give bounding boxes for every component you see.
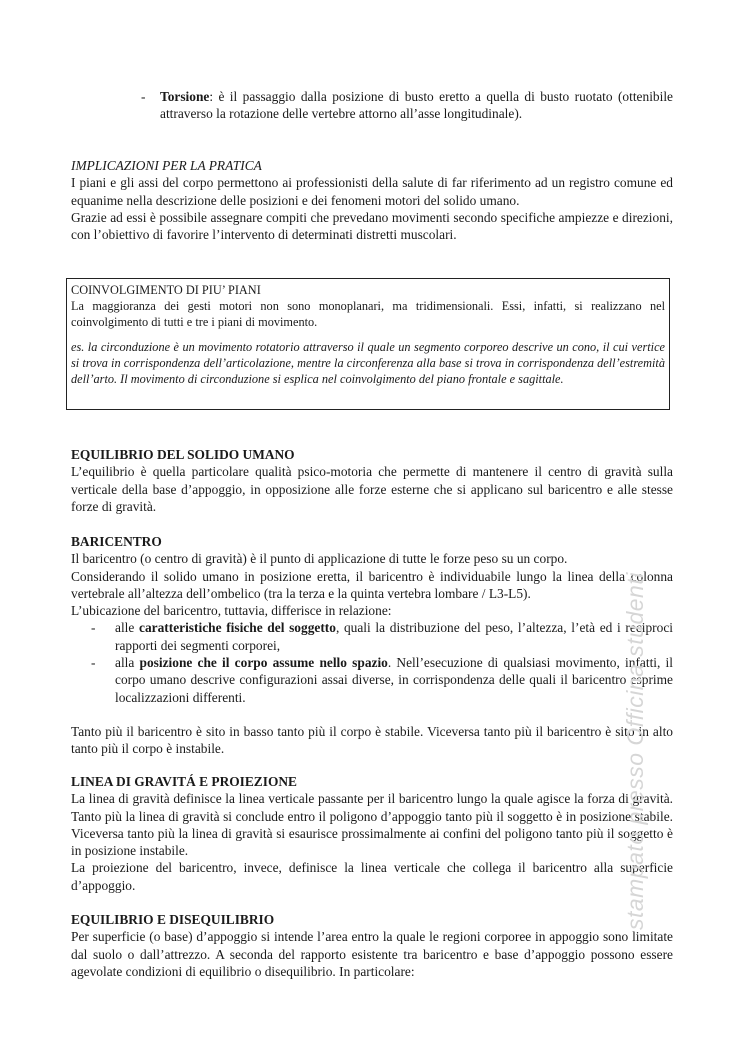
torsione-item <box>71 88 673 123</box>
bullet-dash: - <box>141 89 146 104</box>
baricentro-paragraph-4: Tanto più il baricentro è sito in basso tanto più il corpo è stabile. Viceversa tanto più il baricentro è sito in alto tanto più il corpo è instabile. <box>71 723 673 757</box>
implicazioni-paragraph-2: Grazie ad essi è possibile assegnare compiti che prevedano movimenti secondo specifiche ampiezze e direzioni, con l’obiettivo di favorire l’intervento di determinati distretti muscolari. <box>71 209 673 243</box>
box-heading: COINVOLGIMENTO DI PIU’ PIANI <box>71 283 261 297</box>
box-example: es. la circonduzione è un movimento rotatorio attraverso il quale un segmento corporeo descrive un cono, il cui vertice si trova in corrispondenza dell’articolazione, mentre la circonferenza alla base si trova in corrispondenza dell’estremità dell’arto. Il movimento di circonduzione si esplica nel coinvolgimento del piano frontale e sagittale. <box>71 339 665 387</box>
linea-paragraph-1: La linea di gravità definisce la linea verticale passante per il baricentro lungo la quale agisce la forza di gravità. Tanto più la linea di gravità si conclude entro il poligono d’appoggio tanto più il soggetto è in posizione stabile. Viceversa tanto più la linea di gravità si esaurisce prossimalmente ai confini del poligono tanto più il soggetto è in posizione instabile. <box>71 791 673 859</box>
bullet-dash: - <box>91 655 96 671</box>
disequilibrio-heading: EQUILIBRIO E DISEQUILIBRIO <box>71 912 275 927</box>
box-paragraph: La maggioranza dei gesti motori non sono monoplanari, ma tridimensionali. Essi, infatti, si realizzano nel coinvolgimento di tutti e tre i piani di movimento. <box>71 299 665 330</box>
equilibrio-paragraph: L’equilibrio è quella particolare qualità psico-motoria che permette di mantenere il centro di gravità sulla verticale della base d’appoggio, in opposizione alle forze esterne che si applicano sul baricentro e alle stesse forze di gravità. <box>71 464 673 514</box>
baricentro-paragraph-3: L’ubicazione del baricentro, tuttavia, differisce in relazione: <box>71 603 392 619</box>
disequilibrio-section <box>71 911 673 980</box>
linea-heading: LINEA DI GRAVITÁ E PROIEZIONE <box>71 774 297 789</box>
linea-section <box>71 773 673 894</box>
baricentro-paragraph-1: Il baricentro (o centro di gravità) è il punto di applicazione di tutte le forze peso su un corpo. <box>71 551 568 567</box>
baricentro-heading: BARICENTRO <box>71 534 162 549</box>
disequilibrio-paragraph: Per superficie (o base) d’appoggio si intende l’area entro la quale le regioni corporee in appoggio sono limitate dal suolo o dall’attrezzo. A seconda del rapporto esistente tra baricentro e base d’appoggio possono essere agevolate condizioni di equilibrio o disequilibrio. In particolare: <box>71 929 673 979</box>
torsione-term: Torsione <box>160 89 210 104</box>
baricentro-bullet-1: - alle caratteristiche fisiche del soggetto, quali la distribuzione del peso, l’altezza, l’età ed i reciproci rapporti dei segmenti corporei, <box>91 620 673 653</box>
bullet-dash: - <box>91 620 96 636</box>
equilibrio-heading: EQUILIBRIO DEL SOLIDO UMANO <box>71 447 295 462</box>
baricentro-bullet-2: - alla posizione che il corpo assume nello spazio. Nell’esecuzione di qualsiasi movimento, infatti, il corpo umano descrive configurazioni assai diverse, in corrispondenza delle quali il baricentro esprime localizzazioni differenti. <box>91 655 673 705</box>
coinvolgimento-box <box>66 278 670 410</box>
baricentro-section <box>71 533 673 758</box>
implicazioni-paragraph-1: I piani e gli assi del corpo permettono ai professionisti della salute di far riferimento ad un registro comune ed equanime nella descrizione delle posizioni e dei fenomeni motori del solido umano. <box>71 175 673 208</box>
implicazioni-heading: IMPLICAZIONI PER LA PRATICA <box>71 158 262 173</box>
equilibrio-section <box>71 446 673 515</box>
baricentro-paragraph-2: Considerando il solido umano in posizione eretta, il baricentro è individuabile lungo la linea della colonna vertebrale all’altezza dell’ombelico (tra la terza e la quinta vertebra lombare / L3-L5). <box>71 568 673 601</box>
watermark: stampato presso Officina studenti <box>622 572 648 930</box>
torsione-text: : è il passaggio dalla posizione di busto eretto a quella di busto ruotato (ottenibile attraverso la rotazione delle vertebre attorno all’asse longitudinale). <box>160 89 673 122</box>
implicazioni-section <box>71 157 673 243</box>
linea-paragraph-2: La proiezione del baricentro, invece, definisce la linea verticale che collega il baricentro alla superficie d’appoggio. <box>71 860 673 893</box>
